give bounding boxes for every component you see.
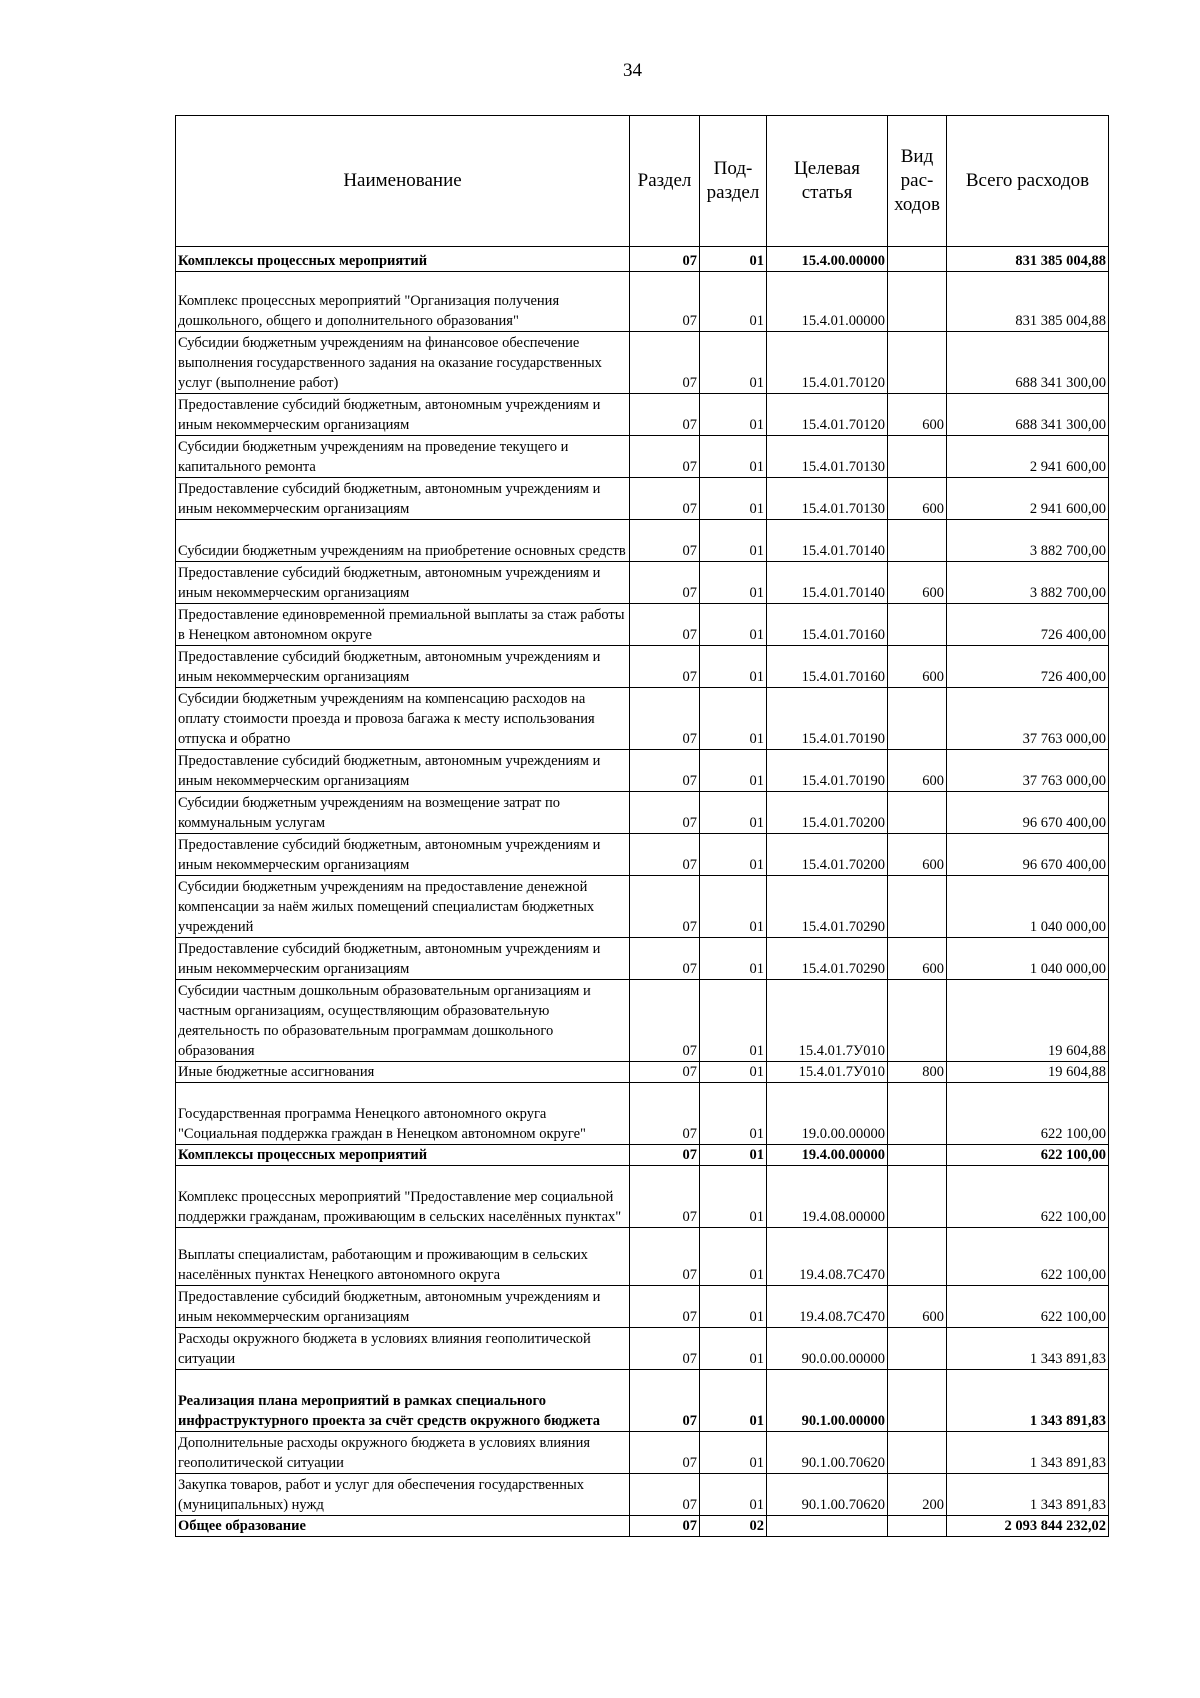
table-row xyxy=(176,332,1109,394)
cell-section: 07 xyxy=(630,394,700,436)
cell-total: 19 604,88 xyxy=(947,980,1109,1062)
cell-name: Предоставление субсидий бюджетным, автономным учреждениям и иным некоммерческим организациям xyxy=(176,938,630,980)
cell-name: Реализация плана мероприятий в рамках специального инфраструктурного проекта за счёт средств окружного бюджета xyxy=(176,1370,630,1432)
header-article: Целевая статья xyxy=(767,116,888,247)
header-name: Наименование xyxy=(176,116,630,247)
cell-name: Субсидии частным дошкольным образовательным организациям и частным организациям, осуществляющим образовательную деятельность по образовательным программам дошкольного образования xyxy=(176,980,630,1062)
cell-type xyxy=(888,332,947,394)
header-type: Вид рас- ходов xyxy=(888,116,947,247)
cell-type: 600 xyxy=(888,750,947,792)
cell-type xyxy=(888,436,947,478)
cell-section: 07 xyxy=(630,562,700,604)
cell-type xyxy=(888,1228,947,1286)
cell-type: 600 xyxy=(888,394,947,436)
cell-section: 07 xyxy=(630,247,700,272)
cell-name: Предоставление единовременной премиальной выплаты за стаж работы в Ненецком автономном округе xyxy=(176,604,630,646)
cell-article: 15.4.01.70120 xyxy=(767,332,888,394)
cell-article: 15.4.01.70130 xyxy=(767,436,888,478)
cell-total: 3 882 700,00 xyxy=(947,562,1109,604)
cell-subsection: 01 xyxy=(700,1370,767,1432)
cell-article: 90.0.00.00000 xyxy=(767,1328,888,1370)
cell-article: 15.4.01.70160 xyxy=(767,604,888,646)
cell-type xyxy=(888,1328,947,1370)
cell-section: 07 xyxy=(630,1062,700,1083)
cell-type: 600 xyxy=(888,938,947,980)
cell-total: 622 100,00 xyxy=(947,1083,1109,1145)
cell-subsection: 01 xyxy=(700,478,767,520)
cell-type: 600 xyxy=(888,478,947,520)
cell-article: 15.4.01.70200 xyxy=(767,834,888,876)
cell-article: 19.4.00.00000 xyxy=(767,1145,888,1166)
cell-subsection: 01 xyxy=(700,247,767,272)
header-section: Раздел xyxy=(630,116,700,247)
cell-section: 07 xyxy=(630,1083,700,1145)
table-row xyxy=(176,688,1109,750)
cell-type xyxy=(888,272,947,332)
cell-article: 90.1.00.70620 xyxy=(767,1432,888,1474)
table-row xyxy=(176,1166,1109,1228)
cell-type: 200 xyxy=(888,1474,947,1516)
table-row xyxy=(176,1474,1109,1516)
table-row xyxy=(176,1145,1109,1166)
cell-type xyxy=(888,520,947,562)
cell-article: 15.4.01.70190 xyxy=(767,688,888,750)
cell-name: Субсидии бюджетным учреждениям на финансовое обеспечение выполнения государственного задания на оказание государственных услуг (выполнение работ) xyxy=(176,332,630,394)
cell-type: 600 xyxy=(888,1286,947,1328)
cell-subsection: 02 xyxy=(700,1516,767,1537)
table-row xyxy=(176,876,1109,938)
cell-subsection: 01 xyxy=(700,562,767,604)
cell-section: 07 xyxy=(630,1432,700,1474)
cell-subsection: 01 xyxy=(700,1228,767,1286)
cell-name: Комплекс процессных мероприятий "Предоставление мер социальной поддержки гражданам, проживающим в сельских населённых пунктах" xyxy=(176,1166,630,1228)
cell-section: 07 xyxy=(630,1228,700,1286)
page-number: 34 xyxy=(623,60,642,81)
cell-total: 37 763 000,00 xyxy=(947,688,1109,750)
cell-subsection: 01 xyxy=(700,394,767,436)
cell-article: 90.1.00.00000 xyxy=(767,1370,888,1432)
cell-type xyxy=(888,1370,947,1432)
cell-article: 19.4.08.7С470 xyxy=(767,1228,888,1286)
table-row xyxy=(176,1228,1109,1286)
cell-type xyxy=(888,1516,947,1537)
cell-subsection: 01 xyxy=(700,688,767,750)
cell-name: Общее образование xyxy=(176,1516,630,1537)
cell-name: Предоставление субсидий бюджетным, автономным учреждениям и иным некоммерческим организациям xyxy=(176,834,630,876)
cell-subsection: 01 xyxy=(700,1166,767,1228)
cell-type: 600 xyxy=(888,562,947,604)
header-subsection: Под- раздел xyxy=(700,116,767,247)
cell-section: 07 xyxy=(630,792,700,834)
cell-subsection: 01 xyxy=(700,834,767,876)
cell-section: 07 xyxy=(630,520,700,562)
cell-total: 831 385 004,88 xyxy=(947,272,1109,332)
cell-section: 07 xyxy=(630,834,700,876)
table-row xyxy=(176,938,1109,980)
cell-name: Предоставление субсидий бюджетным, автономным учреждениям и иным некоммерческим организациям xyxy=(176,1286,630,1328)
cell-total: 831 385 004,88 xyxy=(947,247,1109,272)
cell-total: 2 941 600,00 xyxy=(947,436,1109,478)
cell-subsection: 01 xyxy=(700,1145,767,1166)
table-row xyxy=(176,272,1109,332)
cell-type: 800 xyxy=(888,1062,947,1083)
table-header-row xyxy=(176,116,1109,247)
cell-article: 15.4.01.70200 xyxy=(767,792,888,834)
cell-subsection: 01 xyxy=(700,876,767,938)
cell-subsection: 01 xyxy=(700,980,767,1062)
cell-type xyxy=(888,604,947,646)
cell-article: 19.0.00.00000 xyxy=(767,1083,888,1145)
cell-name: Субсидии бюджетным учреждениям на приобретение основных средств xyxy=(176,520,630,562)
cell-total: 622 100,00 xyxy=(947,1145,1109,1166)
header-total: Всего расходов xyxy=(947,116,1109,247)
cell-total: 726 400,00 xyxy=(947,646,1109,688)
cell-section: 07 xyxy=(630,646,700,688)
cell-section: 07 xyxy=(630,478,700,520)
cell-section: 07 xyxy=(630,1166,700,1228)
cell-section: 07 xyxy=(630,436,700,478)
cell-subsection: 01 xyxy=(700,792,767,834)
cell-subsection: 01 xyxy=(700,1328,767,1370)
table-row xyxy=(176,792,1109,834)
cell-section: 07 xyxy=(630,604,700,646)
cell-name: Государственная программа Ненецкого автономного округа "Социальная поддержка граждан в Ненецком автономном округе" xyxy=(176,1083,630,1145)
cell-total: 96 670 400,00 xyxy=(947,834,1109,876)
cell-name: Закупка товаров, работ и услуг для обеспечения государственных (муниципальных) нужд xyxy=(176,1474,630,1516)
cell-article: 19.4.08.00000 xyxy=(767,1166,888,1228)
cell-total: 37 763 000,00 xyxy=(947,750,1109,792)
cell-article: 15.4.01.70130 xyxy=(767,478,888,520)
cell-name: Предоставление субсидий бюджетным, автономным учреждениям и иным некоммерческим организациям xyxy=(176,394,630,436)
cell-type xyxy=(888,980,947,1062)
cell-name: Субсидии бюджетным учреждениям на возмещение затрат по коммунальным услугам xyxy=(176,792,630,834)
cell-name: Дополнительные расходы окружного бюджета в условиях влияния геополитической ситуации xyxy=(176,1432,630,1474)
table-row xyxy=(176,646,1109,688)
cell-type xyxy=(888,688,947,750)
cell-name: Расходы окружного бюджета в условиях влияния геополитической ситуации xyxy=(176,1328,630,1370)
cell-subsection: 01 xyxy=(700,436,767,478)
cell-section: 07 xyxy=(630,876,700,938)
cell-article: 15.4.01.70190 xyxy=(767,750,888,792)
cell-total: 1 343 891,83 xyxy=(947,1328,1109,1370)
cell-section: 07 xyxy=(630,272,700,332)
cell-section: 07 xyxy=(630,688,700,750)
cell-article: 15.4.01.70160 xyxy=(767,646,888,688)
cell-section: 07 xyxy=(630,1370,700,1432)
table-row xyxy=(176,980,1109,1062)
cell-name: Субсидии бюджетным учреждениям на компенсацию расходов на оплату стоимости проезда и провоза багажа к месту использования отпуска и обратно xyxy=(176,688,630,750)
cell-article: 15.4.01.70120 xyxy=(767,394,888,436)
cell-section: 07 xyxy=(630,1328,700,1370)
table-body xyxy=(176,247,1109,1537)
cell-total: 96 670 400,00 xyxy=(947,792,1109,834)
cell-total: 19 604,88 xyxy=(947,1062,1109,1083)
cell-name: Комплекс процессных мероприятий "Организация получения дошкольного, общего и дополнительного образования" xyxy=(176,272,630,332)
cell-section: 07 xyxy=(630,750,700,792)
cell-name: Субсидии бюджетным учреждениям на предоставление денежной компенсации за наём жилых помещений специалистам бюджетных учреждений xyxy=(176,876,630,938)
cell-total: 1 343 891,83 xyxy=(947,1370,1109,1432)
table-row xyxy=(176,562,1109,604)
cell-name: Предоставление субсидий бюджетным, автономным учреждениям и иным некоммерческим организациям xyxy=(176,478,630,520)
cell-type xyxy=(888,792,947,834)
cell-type: 600 xyxy=(888,646,947,688)
table-row xyxy=(176,1062,1109,1083)
table-row xyxy=(176,1083,1109,1145)
cell-section: 07 xyxy=(630,1145,700,1166)
cell-name: Иные бюджетные ассигнования xyxy=(176,1062,630,1083)
cell-subsection: 01 xyxy=(700,1474,767,1516)
cell-total: 1 040 000,00 xyxy=(947,938,1109,980)
table-row xyxy=(176,1286,1109,1328)
cell-type xyxy=(888,1432,947,1474)
cell-subsection: 01 xyxy=(700,1083,767,1145)
cell-name: Предоставление субсидий бюджетным, автономным учреждениям и иным некоммерческим организациям xyxy=(176,750,630,792)
cell-article: 15.4.01.70140 xyxy=(767,520,888,562)
cell-article: 15.4.01.00000 xyxy=(767,272,888,332)
table-row xyxy=(176,478,1109,520)
cell-total: 622 100,00 xyxy=(947,1228,1109,1286)
cell-article: 15.4.01.70140 xyxy=(767,562,888,604)
cell-subsection: 01 xyxy=(700,750,767,792)
cell-section: 07 xyxy=(630,980,700,1062)
table-row xyxy=(176,834,1109,876)
cell-article: 90.1.00.70620 xyxy=(767,1474,888,1516)
table-row xyxy=(176,436,1109,478)
cell-article: 15.4.00.00000 xyxy=(767,247,888,272)
cell-article: 19.4.08.7С470 xyxy=(767,1286,888,1328)
cell-article: 15.4.01.7У010 xyxy=(767,1062,888,1083)
cell-total: 2 941 600,00 xyxy=(947,478,1109,520)
cell-total: 622 100,00 xyxy=(947,1166,1109,1228)
table-row xyxy=(176,394,1109,436)
cell-type: 600 xyxy=(888,834,947,876)
cell-total: 3 882 700,00 xyxy=(947,520,1109,562)
cell-total: 2 093 844 232,02 xyxy=(947,1516,1109,1537)
cell-type xyxy=(888,1145,947,1166)
cell-total: 1 343 891,83 xyxy=(947,1474,1109,1516)
table-row xyxy=(176,247,1109,272)
cell-subsection: 01 xyxy=(700,1286,767,1328)
cell-name: Выплаты специалистам, работающим и проживающим в сельских населённых пунктах Ненецкого автономного округа xyxy=(176,1228,630,1286)
cell-section: 07 xyxy=(630,332,700,394)
cell-section: 07 xyxy=(630,1286,700,1328)
cell-section: 07 xyxy=(630,1516,700,1537)
table-row xyxy=(176,520,1109,562)
cell-type xyxy=(888,876,947,938)
table-row xyxy=(176,750,1109,792)
cell-total: 688 341 300,00 xyxy=(947,332,1109,394)
cell-name: Комплексы процессных мероприятий xyxy=(176,247,630,272)
budget-table xyxy=(175,115,1109,1537)
cell-article: 15.4.01.70290 xyxy=(767,938,888,980)
table-row xyxy=(176,604,1109,646)
cell-subsection: 01 xyxy=(700,272,767,332)
cell-section: 07 xyxy=(630,1474,700,1516)
cell-article: 15.4.01.7У010 xyxy=(767,980,888,1062)
cell-total: 1 040 000,00 xyxy=(947,876,1109,938)
table-row xyxy=(176,1516,1109,1537)
cell-article: 15.4.01.70290 xyxy=(767,876,888,938)
cell-name: Предоставление субсидий бюджетным, автономным учреждениям и иным некоммерческим организациям xyxy=(176,562,630,604)
cell-subsection: 01 xyxy=(700,1432,767,1474)
cell-article xyxy=(767,1516,888,1537)
cell-subsection: 01 xyxy=(700,1062,767,1083)
table-row xyxy=(176,1328,1109,1370)
cell-type xyxy=(888,1083,947,1145)
table-row xyxy=(176,1370,1109,1432)
cell-total: 622 100,00 xyxy=(947,1286,1109,1328)
cell-type xyxy=(888,1166,947,1228)
cell-subsection: 01 xyxy=(700,646,767,688)
cell-subsection: 01 xyxy=(700,332,767,394)
cell-name: Субсидии бюджетным учреждениям на проведение текущего и капитального ремонта xyxy=(176,436,630,478)
cell-total: 726 400,00 xyxy=(947,604,1109,646)
cell-section: 07 xyxy=(630,938,700,980)
cell-name: Предоставление субсидий бюджетным, автономным учреждениям и иным некоммерческим организациям xyxy=(176,646,630,688)
cell-subsection: 01 xyxy=(700,938,767,980)
cell-subsection: 01 xyxy=(700,520,767,562)
cell-subsection: 01 xyxy=(700,604,767,646)
table-row xyxy=(176,1432,1109,1474)
cell-total: 688 341 300,00 xyxy=(947,394,1109,436)
cell-name: Комплексы процессных мероприятий xyxy=(176,1145,630,1166)
cell-total: 1 343 891,83 xyxy=(947,1432,1109,1474)
cell-type xyxy=(888,247,947,272)
